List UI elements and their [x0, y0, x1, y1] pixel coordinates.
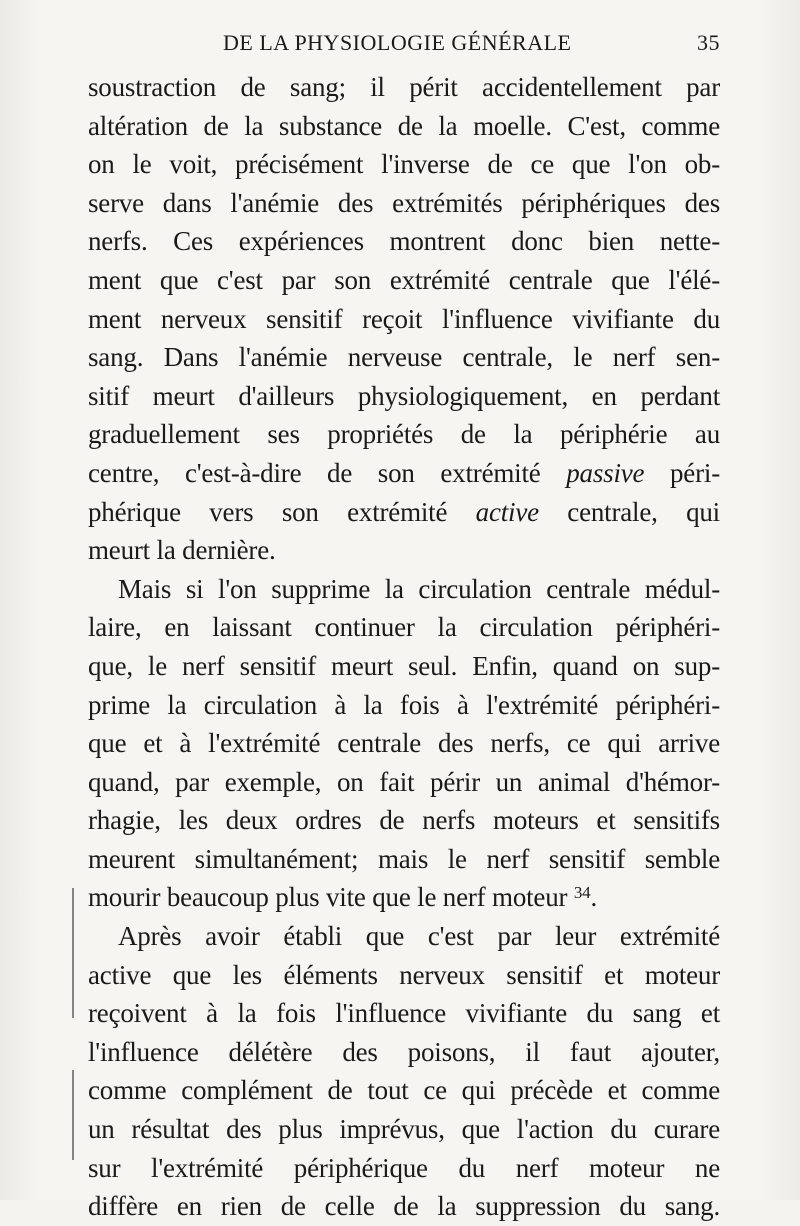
text-line — [88, 878, 720, 917]
text-line: serve dans l'anémie des extrémités périphériques des — [88, 187, 720, 218]
margin-pencil-mark — [72, 1070, 74, 1160]
text-line: ment que c'est par son extrémité centrale que l'élé- — [88, 264, 720, 295]
italic-word: active — [475, 496, 539, 527]
text-line: laire, en laissant continuer la circulation périphéri- — [88, 612, 720, 643]
page-number: 35 — [697, 30, 720, 55]
text-segment: mourir beaucoup plus vite que le nerf moteur — [88, 882, 574, 913]
text-line: comme complément de tout ce qui précède et comme — [88, 1075, 720, 1106]
text-line — [88, 454, 720, 493]
text-line: soustraction de sang; il périt accidentellement par — [88, 72, 720, 102]
text-line — [88, 493, 720, 532]
text-line: sang. Dans l'anémie nerveuse centrale, le nerf sen- — [88, 342, 720, 373]
text-segment: centrale, qui — [538, 496, 720, 527]
text-line: que, le nerf sensitif meurt seul. Enfin, quand on sup- — [88, 650, 720, 681]
text-line: ment nerveux sensitif reçoit l'influence vivifiante du — [88, 303, 720, 334]
text-line: nerfs. Ces expériences montrent donc bien nette- — [88, 226, 720, 257]
text-line: rhagie, les deux ordres de nerfs moteurs et sensitifs — [88, 805, 720, 836]
text-line: altération de la substance de la moelle. C'est, comme — [88, 110, 720, 141]
text-line: Après avoir établi que c'est par leur extrémité — [118, 921, 720, 952]
text-segment: centre, c'est-à-dire de son extrémité — [88, 457, 567, 488]
text-segment: . — [590, 882, 598, 913]
text-line: meurt la dernière. — [88, 535, 276, 566]
text-line: quand, par exemple, on fait périr un animal d'hémor- — [88, 766, 720, 797]
running-title: DE LA PHYSIOLOGIE GÉNÉRALE — [223, 30, 572, 55]
text-segment: phérique vers son extrémité — [88, 496, 476, 527]
text-line: sur l'extrémité périphérique du nerf moteur ne — [88, 1152, 720, 1183]
text-line: un résultat des plus imprévus, que l'action du curare — [88, 1114, 720, 1145]
text-line: diffère en rien de celle de la suppression du sang. — [88, 1191, 720, 1222]
text-line: active que les éléments nerveux sensitif et moteur — [88, 959, 720, 990]
text-line: Mais si l'on supprime la circulation centrale médul- — [118, 573, 720, 604]
text-line: meurent simultanément; mais le nerf sensitif semble — [88, 843, 720, 874]
text-line: on le voit, précisément l'inverse de ce que l'on ob- — [88, 149, 720, 180]
text-line: reçoivent à la fois l'influence vivifiante du sang et — [88, 998, 720, 1029]
page-header — [88, 30, 720, 60]
text-line: que et à l'extrémité centrale des nerfs, ce qui arrive — [88, 728, 720, 759]
text-line: l'influence délétère des poisons, il faut ajouter, — [88, 1036, 720, 1067]
text-segment: péri- — [644, 457, 720, 488]
text-line: sitif meurt d'ailleurs physiologiquement, en perdant — [88, 380, 720, 411]
footnote-reference: 34 — [573, 883, 591, 903]
body-text — [88, 68, 720, 1226]
margin-pencil-mark — [72, 888, 74, 1018]
text-line: prime la circulation à la fois à l'extrémité périphéri- — [88, 689, 720, 720]
italic-word: passive — [566, 457, 645, 488]
text-line: graduellement ses propriétés de la périphérie au — [88, 419, 720, 450]
